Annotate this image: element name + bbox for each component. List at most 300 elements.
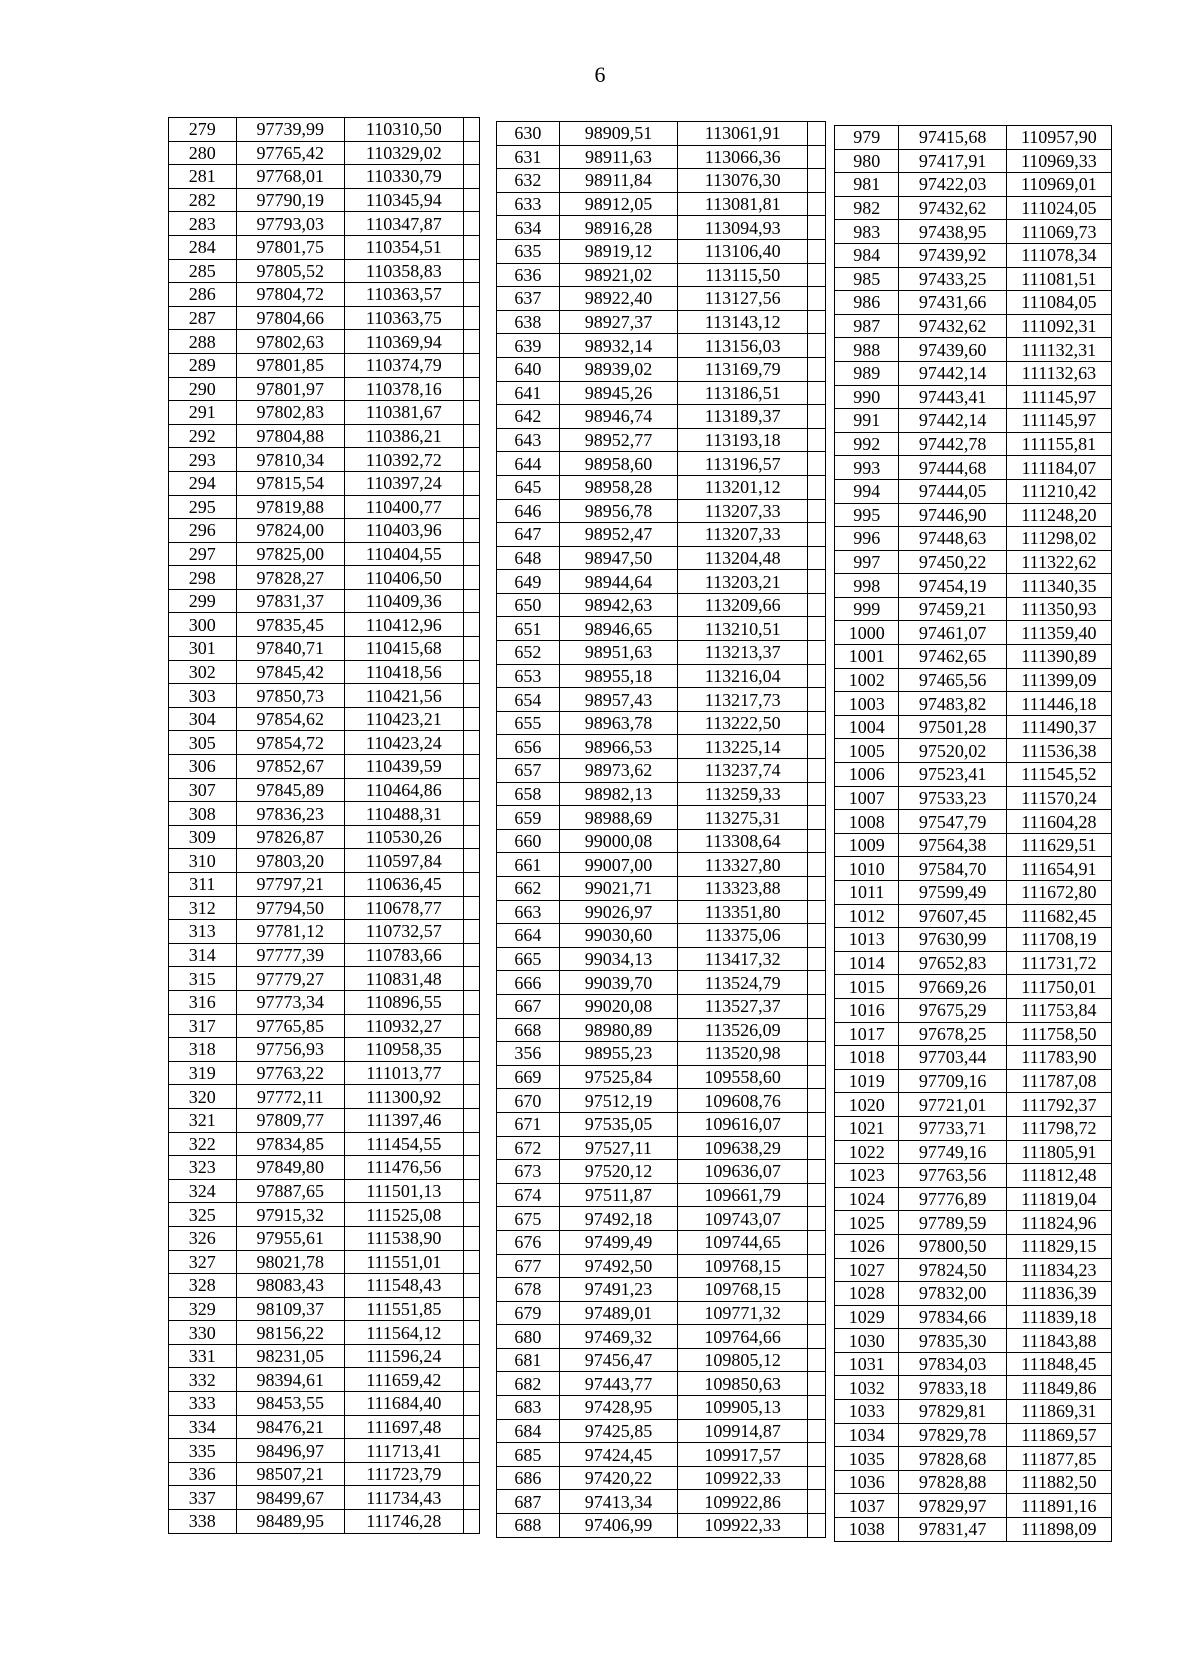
table-row [497, 1254, 826, 1278]
y-coordinate-cell: 109608,76 [678, 1089, 808, 1113]
y-coordinate-cell: 111397,46 [344, 1108, 463, 1132]
x-coordinate-cell: 98927,37 [559, 310, 678, 334]
table-row [835, 692, 1112, 716]
point-number-cell: 316 [169, 990, 237, 1014]
y-coordinate-cell: 111132,63 [1006, 361, 1111, 385]
x-coordinate-cell: 97678,25 [899, 1022, 1006, 1046]
point-number-cell: 688 [497, 1514, 560, 1538]
y-coordinate-cell: 110464,86 [344, 778, 463, 802]
spacer-cell [463, 165, 479, 189]
y-coordinate-cell: 111848,45 [1006, 1352, 1111, 1376]
x-coordinate-cell: 97887,65 [236, 1179, 344, 1203]
y-coordinate-cell: 111882,50 [1006, 1470, 1111, 1494]
y-coordinate-cell: 111454,55 [344, 1132, 463, 1156]
spacer-cell [463, 1132, 479, 1156]
point-number-cell: 1032 [835, 1376, 899, 1400]
table-row [497, 1490, 826, 1514]
x-coordinate-cell: 99020,08 [559, 994, 678, 1018]
table-row [169, 235, 480, 259]
point-number-cell: 667 [497, 994, 560, 1018]
y-coordinate-cell: 113193,18 [678, 428, 808, 452]
y-coordinate-cell: 110386,21 [344, 424, 463, 448]
point-number-cell: 286 [169, 283, 237, 307]
y-coordinate-cell: 113203,21 [678, 570, 808, 594]
spacer-cell [463, 1085, 479, 1109]
table-row [169, 1038, 480, 1062]
y-coordinate-cell: 111849,86 [1006, 1376, 1111, 1400]
table-row [835, 432, 1112, 456]
table-row [169, 353, 480, 377]
table-row [169, 660, 480, 684]
y-coordinate-cell: 111877,85 [1006, 1447, 1111, 1471]
point-number-cell: 1007 [835, 786, 899, 810]
point-number-cell: 292 [169, 424, 237, 448]
y-coordinate-cell: 109768,15 [678, 1254, 808, 1278]
y-coordinate-cell: 109922,33 [678, 1514, 808, 1538]
y-coordinate-cell: 113127,56 [678, 287, 808, 311]
table-row [169, 990, 480, 1014]
point-number-cell: 335 [169, 1439, 237, 1463]
spacer-cell [808, 1419, 826, 1443]
x-coordinate-cell: 97461,07 [899, 621, 1006, 645]
table-row [497, 192, 826, 216]
table-row [169, 1321, 480, 1345]
spacer-cell [808, 1042, 826, 1066]
y-coordinate-cell: 110400,77 [344, 495, 463, 519]
table-row [169, 1486, 480, 1510]
spacer-cell [808, 735, 826, 759]
spacer-cell [463, 1061, 479, 1085]
x-coordinate-cell: 97501,28 [899, 715, 1006, 739]
x-coordinate-cell: 97415,68 [899, 126, 1006, 150]
x-coordinate-cell: 97456,47 [559, 1348, 678, 1372]
spacer-cell [463, 235, 479, 259]
point-number-cell: 666 [497, 971, 560, 995]
spacer-cell [463, 188, 479, 212]
x-coordinate-cell: 97955,61 [236, 1226, 344, 1250]
table-row [835, 597, 1112, 621]
table-row [835, 810, 1112, 834]
spacer-cell [808, 1396, 826, 1420]
table-row [497, 806, 826, 830]
y-coordinate-cell: 113094,93 [678, 216, 808, 240]
spacer-cell [808, 452, 826, 476]
block-1-body [169, 118, 480, 1534]
table-row [169, 802, 480, 826]
point-number-cell: 1006 [835, 763, 899, 787]
y-coordinate-cell: 109768,15 [678, 1278, 808, 1302]
spacer-cell [808, 1136, 826, 1160]
x-coordinate-cell: 98911,63 [559, 145, 678, 169]
x-coordinate-cell: 97845,42 [236, 660, 344, 684]
table-row [835, 621, 1112, 645]
point-number-cell: 677 [497, 1254, 560, 1278]
table-row [169, 967, 480, 991]
table-row [169, 684, 480, 708]
table-row [497, 287, 826, 311]
y-coordinate-cell: 109905,13 [678, 1396, 808, 1420]
table-row [835, 196, 1112, 220]
y-coordinate-cell: 110404,55 [344, 542, 463, 566]
y-coordinate-cell: 111708,19 [1006, 928, 1111, 952]
x-coordinate-cell: 97709,16 [899, 1069, 1006, 1093]
x-coordinate-cell: 98912,05 [559, 192, 678, 216]
table-row [835, 1282, 1112, 1306]
y-coordinate-cell: 111340,35 [1006, 574, 1111, 598]
table-row [497, 900, 826, 924]
point-number-cell: 333 [169, 1392, 237, 1416]
y-coordinate-cell: 113217,73 [678, 688, 808, 712]
point-number-cell: 635 [497, 239, 560, 263]
x-coordinate-cell: 97834,85 [236, 1132, 344, 1156]
table-row [169, 424, 480, 448]
table-row [835, 338, 1112, 362]
y-coordinate-cell: 111829,15 [1006, 1234, 1111, 1258]
x-coordinate-cell: 97776,89 [899, 1187, 1006, 1211]
spacer-cell [463, 1368, 479, 1392]
table-row [497, 1301, 826, 1325]
point-number-cell: 636 [497, 263, 560, 287]
table-row [835, 1140, 1112, 1164]
point-number-cell: 1024 [835, 1187, 899, 1211]
point-number-cell: 660 [497, 829, 560, 853]
table-row [497, 523, 826, 547]
x-coordinate-cell: 97443,77 [559, 1372, 678, 1396]
y-coordinate-cell: 111490,37 [1006, 715, 1111, 739]
point-number-cell: 649 [497, 570, 560, 594]
y-coordinate-cell: 113143,12 [678, 310, 808, 334]
x-coordinate-cell: 98499,67 [236, 1486, 344, 1510]
table-row [835, 1329, 1112, 1353]
point-number-cell: 284 [169, 235, 237, 259]
x-coordinate-cell: 97765,42 [236, 141, 344, 165]
x-coordinate-cell: 97802,83 [236, 401, 344, 425]
point-number-cell: 630 [497, 122, 560, 146]
x-coordinate-cell: 98916,28 [559, 216, 678, 240]
x-coordinate-cell: 97733,71 [899, 1116, 1006, 1140]
point-number-cell: 664 [497, 924, 560, 948]
table-row [497, 1278, 826, 1302]
point-number-cell: 305 [169, 731, 237, 755]
spacer-cell [808, 1254, 826, 1278]
point-number-cell: 981 [835, 173, 899, 197]
x-coordinate-cell: 97491,23 [559, 1278, 678, 1302]
y-coordinate-cell: 111713,41 [344, 1439, 463, 1463]
x-coordinate-cell: 97483,82 [899, 692, 1006, 716]
table-row [497, 239, 826, 263]
point-number-cell: 1023 [835, 1164, 899, 1188]
y-coordinate-cell: 110421,56 [344, 684, 463, 708]
spacer-cell [808, 1514, 826, 1538]
spacer-cell [808, 1207, 826, 1231]
x-coordinate-cell: 97749,16 [899, 1140, 1006, 1164]
spacer-cell [463, 353, 479, 377]
table-row [497, 593, 826, 617]
point-number-cell: 638 [497, 310, 560, 334]
y-coordinate-cell: 110732,57 [344, 920, 463, 944]
point-number-cell: 289 [169, 353, 237, 377]
x-coordinate-cell: 97433,25 [899, 267, 1006, 291]
x-coordinate-cell: 97520,02 [899, 739, 1006, 763]
table-row [169, 731, 480, 755]
y-coordinate-cell: 111783,90 [1006, 1046, 1111, 1070]
spacer-cell [808, 1230, 826, 1254]
y-coordinate-cell: 111812,48 [1006, 1164, 1111, 1188]
x-coordinate-cell: 98476,21 [236, 1415, 344, 1439]
x-coordinate-cell: 97850,73 [236, 684, 344, 708]
table-row [169, 1297, 480, 1321]
x-coordinate-cell: 97763,22 [236, 1061, 344, 1085]
point-number-cell: 287 [169, 306, 237, 330]
x-coordinate-cell: 98946,74 [559, 405, 678, 429]
table-row [169, 188, 480, 212]
y-coordinate-cell: 111024,05 [1006, 196, 1111, 220]
table-row [497, 263, 826, 287]
y-coordinate-cell: 111659,42 [344, 1368, 463, 1392]
table-row [169, 1156, 480, 1180]
table-row [835, 1022, 1112, 1046]
table-row [835, 479, 1112, 503]
x-coordinate-cell: 97492,18 [559, 1207, 678, 1231]
spacer-cell [463, 755, 479, 779]
y-coordinate-cell: 113169,79 [678, 357, 808, 381]
table-row [497, 1018, 826, 1042]
point-number-cell: 683 [497, 1396, 560, 1420]
x-coordinate-cell: 97833,18 [899, 1376, 1006, 1400]
x-coordinate-cell: 97801,97 [236, 377, 344, 401]
x-coordinate-cell: 97805,52 [236, 259, 344, 283]
table-row [169, 471, 480, 495]
table-row [835, 361, 1112, 385]
table-row [835, 1494, 1112, 1518]
table-row [835, 574, 1112, 598]
table-row [169, 283, 480, 307]
x-coordinate-cell: 97810,34 [236, 448, 344, 472]
point-number-cell: 1018 [835, 1046, 899, 1070]
table-row [497, 1372, 826, 1396]
x-coordinate-cell: 97801,85 [236, 353, 344, 377]
x-coordinate-cell: 97809,77 [236, 1108, 344, 1132]
table-row [169, 377, 480, 401]
table-row [169, 1462, 480, 1486]
spacer-cell [463, 1226, 479, 1250]
x-coordinate-cell: 97454,19 [899, 574, 1006, 598]
table-row [169, 755, 480, 779]
table-row [169, 1203, 480, 1227]
point-number-cell: 988 [835, 338, 899, 362]
point-number-cell: 321 [169, 1108, 237, 1132]
y-coordinate-cell: 111654,91 [1006, 857, 1111, 881]
x-coordinate-cell: 99034,13 [559, 947, 678, 971]
point-number-cell: 299 [169, 589, 237, 613]
table-row [497, 1466, 826, 1490]
point-number-cell: 1020 [835, 1093, 899, 1117]
y-coordinate-cell: 113189,37 [678, 405, 808, 429]
y-coordinate-cell: 111697,48 [344, 1415, 463, 1439]
x-coordinate-cell: 97824,50 [899, 1258, 1006, 1282]
table-row [497, 1419, 826, 1443]
y-coordinate-cell: 113327,80 [678, 853, 808, 877]
point-number-cell: 1008 [835, 810, 899, 834]
point-number-cell: 672 [497, 1136, 560, 1160]
point-number-cell: 687 [497, 1490, 560, 1514]
spacer-cell [808, 664, 826, 688]
x-coordinate-cell: 97438,95 [899, 220, 1006, 244]
table-row [835, 1187, 1112, 1211]
x-coordinate-cell: 97835,45 [236, 613, 344, 637]
point-number-cell: 641 [497, 381, 560, 405]
table-row [835, 1046, 1112, 1070]
table-row [835, 173, 1112, 197]
point-number-cell: 1014 [835, 951, 899, 975]
spacer-cell [808, 1490, 826, 1514]
x-coordinate-cell: 97790,19 [236, 188, 344, 212]
y-coordinate-cell: 111092,31 [1006, 314, 1111, 338]
table-row [835, 1376, 1112, 1400]
y-coordinate-cell: 111731,72 [1006, 951, 1111, 975]
table-row [497, 688, 826, 712]
table-row [497, 475, 826, 499]
x-coordinate-cell: 98921,02 [559, 263, 678, 287]
y-coordinate-cell: 111300,92 [344, 1085, 463, 1109]
point-number-cell: 662 [497, 877, 560, 901]
point-number-cell: 330 [169, 1321, 237, 1345]
spacer-cell [808, 1278, 826, 1302]
point-number-cell: 679 [497, 1301, 560, 1325]
x-coordinate-cell: 97828,88 [899, 1470, 1006, 1494]
table-row [835, 314, 1112, 338]
x-coordinate-cell: 97915,32 [236, 1203, 344, 1227]
y-coordinate-cell: 110403,96 [344, 519, 463, 543]
y-coordinate-cell: 113524,79 [678, 971, 808, 995]
spacer-cell [463, 707, 479, 731]
y-coordinate-cell: 111013,77 [344, 1061, 463, 1085]
spacer-cell [808, 1443, 826, 1467]
spacer-cell [463, 1203, 479, 1227]
y-coordinate-cell: 109636,07 [678, 1160, 808, 1184]
table-row [169, 943, 480, 967]
point-number-cell: 1021 [835, 1116, 899, 1140]
point-number-cell: 993 [835, 456, 899, 480]
point-number-cell: 680 [497, 1325, 560, 1349]
x-coordinate-cell: 97831,37 [236, 589, 344, 613]
y-coordinate-cell: 111836,39 [1006, 1282, 1111, 1306]
y-coordinate-cell: 109616,07 [678, 1112, 808, 1136]
point-number-cell: 992 [835, 432, 899, 456]
y-coordinate-cell: 113225,14 [678, 735, 808, 759]
point-number-cell: 1015 [835, 975, 899, 999]
spacer-cell [463, 424, 479, 448]
point-number-cell: 1026 [835, 1234, 899, 1258]
y-coordinate-cell: 110409,36 [344, 589, 463, 613]
spacer-cell [463, 448, 479, 472]
table-row [497, 1348, 826, 1372]
point-number-cell: 632 [497, 169, 560, 193]
table-row [169, 873, 480, 897]
table-row [835, 149, 1112, 173]
y-coordinate-cell: 113308,64 [678, 829, 808, 853]
point-number-cell: 653 [497, 664, 560, 688]
y-coordinate-cell: 110597,84 [344, 849, 463, 873]
y-coordinate-cell: 111476,56 [344, 1156, 463, 1180]
table-row [835, 1518, 1112, 1542]
y-coordinate-cell: 111787,08 [1006, 1069, 1111, 1093]
y-coordinate-cell: 110488,31 [344, 802, 463, 826]
x-coordinate-cell: 97793,03 [236, 212, 344, 236]
point-number-cell: 1022 [835, 1140, 899, 1164]
point-number-cell: 1030 [835, 1329, 899, 1353]
y-coordinate-cell: 110636,45 [344, 873, 463, 897]
table-row [835, 1069, 1112, 1093]
x-coordinate-cell: 97431,66 [899, 291, 1006, 315]
spacer-cell [463, 471, 479, 495]
table-row [497, 1042, 826, 1066]
point-number-cell: 673 [497, 1160, 560, 1184]
x-coordinate-cell: 97442,78 [899, 432, 1006, 456]
point-number-cell: 1002 [835, 668, 899, 692]
x-coordinate-cell: 97465,56 [899, 668, 1006, 692]
point-number-cell: 984 [835, 243, 899, 267]
y-coordinate-cell: 111753,84 [1006, 998, 1111, 1022]
table-row [497, 1136, 826, 1160]
point-number-cell: 1028 [835, 1282, 899, 1306]
y-coordinate-cell: 113204,48 [678, 546, 808, 570]
point-number-cell: 1025 [835, 1211, 899, 1235]
y-coordinate-cell: 113209,66 [678, 593, 808, 617]
x-coordinate-cell: 97801,75 [236, 235, 344, 259]
spacer-cell [463, 825, 479, 849]
y-coordinate-cell: 110374,79 [344, 353, 463, 377]
x-coordinate-cell: 97428,95 [559, 1396, 678, 1420]
y-coordinate-cell: 111819,04 [1006, 1187, 1111, 1211]
spacer-cell [808, 523, 826, 547]
point-number-cell: 651 [497, 617, 560, 641]
y-coordinate-cell: 109914,87 [678, 1419, 808, 1443]
x-coordinate-cell: 97425,85 [559, 1419, 678, 1443]
point-number-cell: 327 [169, 1250, 237, 1274]
table-row [169, 613, 480, 637]
x-coordinate-cell: 97800,50 [899, 1234, 1006, 1258]
table-row [169, 778, 480, 802]
point-number-cell: 303 [169, 684, 237, 708]
x-coordinate-cell: 97854,72 [236, 731, 344, 755]
y-coordinate-cell: 111084,05 [1006, 291, 1111, 315]
x-coordinate-cell: 97781,12 [236, 920, 344, 944]
x-coordinate-cell: 98932,14 [559, 334, 678, 358]
x-coordinate-cell: 97535,05 [559, 1112, 678, 1136]
y-coordinate-cell: 111869,57 [1006, 1423, 1111, 1447]
table-row [835, 1211, 1112, 1235]
x-coordinate-cell: 98919,12 [559, 239, 678, 263]
spacer-cell [808, 1348, 826, 1372]
point-number-cell: 990 [835, 385, 899, 409]
table-row [169, 118, 480, 142]
y-coordinate-cell: 113259,33 [678, 782, 808, 806]
y-coordinate-cell: 113526,09 [678, 1018, 808, 1042]
x-coordinate-cell: 97499,49 [559, 1230, 678, 1254]
point-number-cell: 1019 [835, 1069, 899, 1093]
x-coordinate-cell: 97773,34 [236, 990, 344, 1014]
y-coordinate-cell: 110423,21 [344, 707, 463, 731]
point-number-cell: 999 [835, 597, 899, 621]
table-row [169, 1344, 480, 1368]
table-row [497, 664, 826, 688]
point-number-cell: 295 [169, 495, 237, 519]
table-row [835, 267, 1112, 291]
table-row [835, 456, 1112, 480]
spacer-cell [463, 637, 479, 661]
y-coordinate-cell: 111145,97 [1006, 409, 1111, 433]
